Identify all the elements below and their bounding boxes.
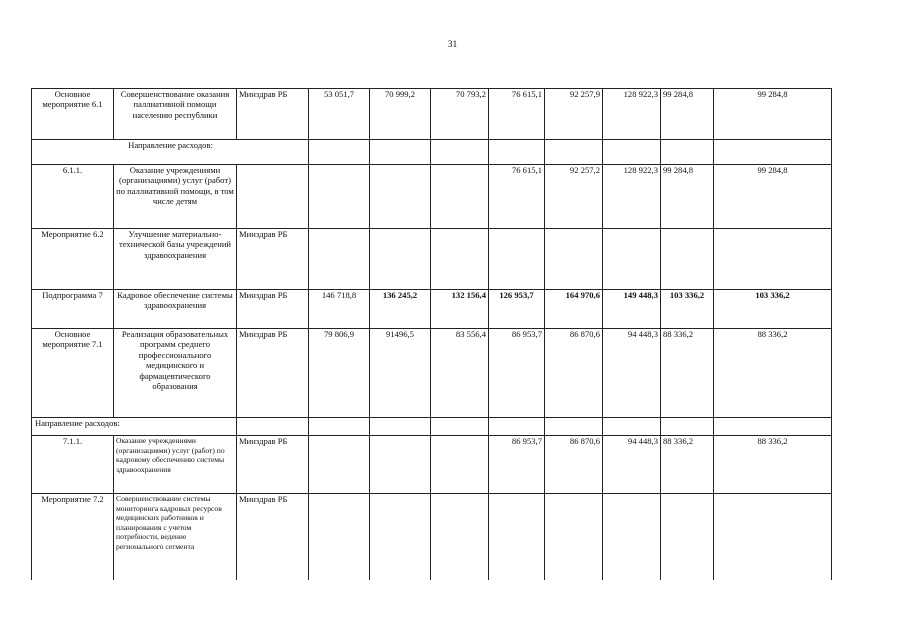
value-cell: 88 336,2: [661, 329, 714, 418]
value-cell: 99 284,8: [714, 165, 832, 229]
value-cell: [431, 494, 489, 580]
table-row: [32, 89, 832, 140]
value-cell: 79 806,9: [309, 329, 370, 418]
row-name: Кадровое обеспечение системы здравоохранения: [114, 290, 237, 329]
value-cell: 146 718,8: [309, 290, 370, 329]
value-cell: [431, 229, 489, 290]
value-cell: [603, 229, 661, 290]
row-code: 7.1.1.: [32, 436, 114, 494]
value-cell: [309, 229, 370, 290]
value-cell: 132 156,4: [431, 290, 489, 329]
value-cell: 70 793,2: [431, 89, 489, 140]
value-cell: 88 336,2: [714, 329, 832, 418]
value-cell: 86 953,7: [489, 329, 545, 418]
value-cell: 53 051,7: [309, 89, 370, 140]
value-cell: 103 336,2: [661, 290, 714, 329]
row-executor: Минздрав РБ: [237, 89, 309, 140]
value-cell: 94 448,3: [603, 436, 661, 494]
row-executor: Минздрав РБ: [237, 436, 309, 494]
value-cell: 91496,5: [370, 329, 431, 418]
value-cell: [309, 494, 370, 580]
value-cell: [603, 494, 661, 580]
value-cell: [309, 436, 370, 494]
value-cell: [714, 494, 832, 580]
value-cell: 99 284,8: [714, 89, 832, 140]
value-cell: 86 870,6: [545, 436, 603, 494]
row-executor: Минздрав РБ: [237, 494, 309, 580]
value-cell: [370, 229, 431, 290]
value-cell: [545, 494, 603, 580]
row-name: Совершенствование оказания паллиативной помощи населению республики: [114, 89, 237, 140]
value-cell: 70 999,2: [370, 89, 431, 140]
direction-row: [32, 418, 832, 436]
value-cell: 103 336,2: [714, 290, 832, 329]
value-cell: 83 556,4: [431, 329, 489, 418]
table-row: [32, 436, 832, 494]
row-code: Основное мероприятие 7.1: [32, 329, 114, 418]
value-cell: [431, 165, 489, 229]
direction-label: Направление расходов:: [32, 140, 309, 165]
row-code: Мероприятие 7.2: [32, 494, 114, 580]
value-cell: 126 953,7: [489, 290, 545, 329]
row-name: Улучшение материально-технической базы учреждений здравоохранения: [114, 229, 237, 290]
table-row: [32, 229, 832, 290]
value-cell: [489, 494, 545, 580]
value-cell: [489, 229, 545, 290]
value-cell: 136 245,2: [370, 290, 431, 329]
value-cell: 92 257,9: [545, 89, 603, 140]
value-cell: 128 922,3: [603, 165, 661, 229]
row-executor: Минздрав РБ: [237, 329, 309, 418]
row-code: Подпрограмма 7: [32, 290, 114, 329]
value-cell: 149 448,3: [603, 290, 661, 329]
value-cell: [431, 436, 489, 494]
value-cell: [370, 165, 431, 229]
value-cell: [370, 436, 431, 494]
table-row: [32, 494, 832, 580]
value-cell: [309, 165, 370, 229]
value-cell: 88 336,2: [661, 436, 714, 494]
value-cell: [545, 229, 603, 290]
value-cell: 86 870,6: [545, 329, 603, 418]
direction-row: [32, 140, 832, 165]
value-cell: 128 922,3: [603, 89, 661, 140]
value-cell: 94 448,3: [603, 329, 661, 418]
row-name: Оказание учреждениями (организациями) услуг (работ) по паллиативной помощи, в том числе детям: [114, 165, 237, 229]
value-cell: 76 615,1: [489, 165, 545, 229]
page-number: 31: [447, 40, 458, 50]
value-cell: [661, 494, 714, 580]
value-cell: [661, 229, 714, 290]
row-executor: Минздрав РБ: [237, 290, 309, 329]
row-executor: Минздрав РБ: [237, 229, 309, 290]
row-name: Оказание учреждениями (организациями) услуг (работ) по кадровому обеспечению системы здравоохранения: [114, 436, 237, 494]
value-cell: [370, 494, 431, 580]
budget-table: [31, 88, 832, 580]
value-cell: 88 336,2: [714, 436, 832, 494]
table-row: [32, 290, 832, 329]
row-code: Мероприятие 6.2: [32, 229, 114, 290]
value-cell: 99 284,8: [661, 165, 714, 229]
value-cell: 92 257,2: [545, 165, 603, 229]
value-cell: 86 953,7: [489, 436, 545, 494]
row-code: 6.1.1.: [32, 165, 114, 229]
table-row: [32, 329, 832, 418]
row-code: Основное мероприятие 6.1: [32, 89, 114, 140]
row-name: Реализация образовательных программ среднего профессионального медицинского и фармацевтического образования: [114, 329, 237, 418]
value-cell: [714, 229, 832, 290]
direction-label: Направление расходов:: [32, 418, 237, 436]
value-cell: 99 284,8: [661, 89, 714, 140]
value-cell: 76 615,1: [489, 89, 545, 140]
row-executor: [237, 165, 309, 229]
table-row: [32, 165, 832, 229]
row-name: Совершенствование системы мониторинга кадровых ресурсов медицинских работников и планирования с учетом потребности, ведение регионального сегмента: [114, 494, 237, 580]
value-cell: 164 970,6: [545, 290, 603, 329]
